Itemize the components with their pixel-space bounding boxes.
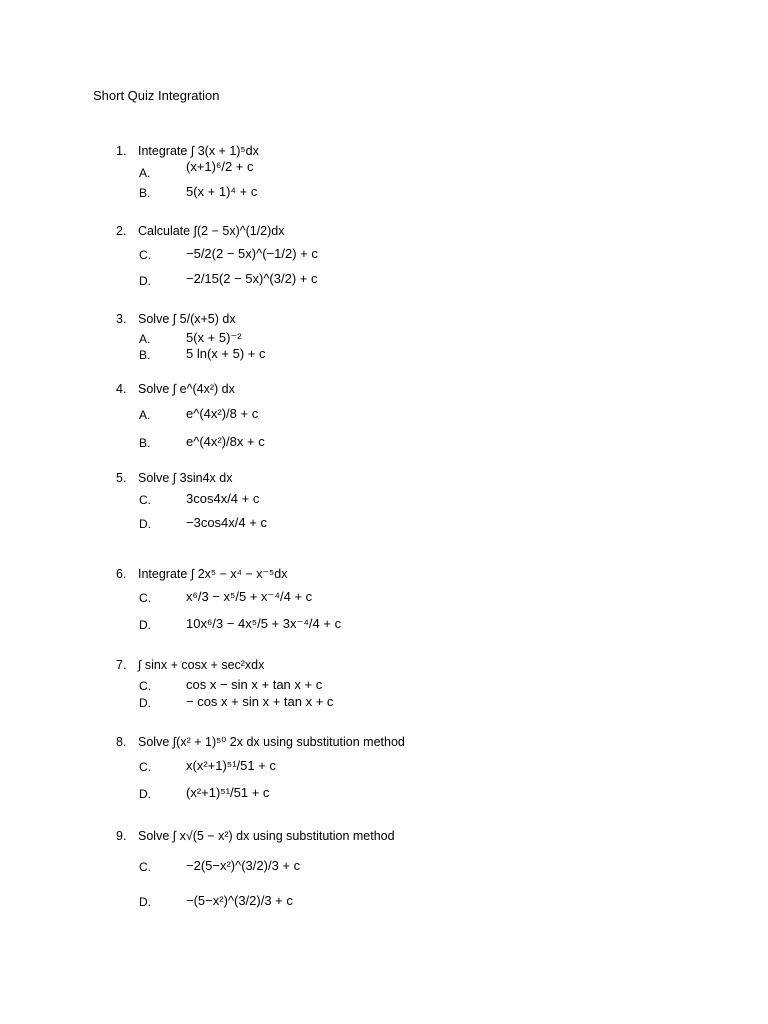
- answer-5c: 3cos4x/4 + c: [186, 491, 260, 506]
- answer-4a: e^(4x²)/8 + c: [186, 406, 259, 421]
- answer-3a: 5(x + 5)⁻²: [186, 330, 242, 345]
- answer-9c: −2(5−x²)^(3/2)/3 + c: [186, 858, 301, 873]
- answer-6d: 10x⁶/3 − 4x⁵/5 + 3x⁻⁴/4 + c: [186, 616, 342, 631]
- page-title: Short Quiz Integration: [93, 88, 220, 103]
- answer-1a: (x+1)⁶/2 + c: [186, 159, 254, 174]
- option-letter: D.: [139, 274, 151, 288]
- answer-5d: −3cos4x/4 + c: [186, 515, 267, 530]
- question-7-prompt: ∫ sinx + cosx + sec²xdx: [138, 658, 265, 672]
- question-3: 3. Solve ∫ 5/(x+5) dx: [116, 312, 236, 326]
- question-1: 1. Integrate ∫ 3(x + 1)⁵dx: [116, 144, 259, 158]
- answer-8d: (x²+1)⁵¹/51 + c: [186, 785, 270, 800]
- option-letter: D.: [139, 696, 151, 710]
- question-1-prompt: Integrate ∫ 3(x + 1)⁵dx: [138, 144, 259, 158]
- option-letter: D.: [139, 618, 151, 632]
- option-letter: D.: [139, 895, 151, 909]
- question-4: 4. Solve ∫ e^(4x²) dx: [116, 382, 235, 396]
- question-2: 2. Calculate ∫(2 − 5x)^(1/2)dx: [116, 224, 285, 238]
- option-letter: A.: [139, 332, 151, 346]
- question-9-prompt: Solve ∫ x√(5 − x²) dx using substitution method: [138, 829, 395, 843]
- option-letter: B.: [139, 436, 151, 450]
- option-letter: C.: [139, 493, 151, 507]
- question-4-prompt: Solve ∫ e^(4x²) dx: [138, 382, 235, 396]
- question-5-prompt: Solve ∫ 3sin4x dx: [138, 471, 233, 485]
- answer-3b: 5 ln(x + 5) + c: [186, 346, 266, 361]
- answer-9d: −(5−x²)^(3/2)/3 + c: [186, 893, 293, 908]
- question-8-prompt: Solve ∫(x² + 1)⁵⁰ 2x dx using substitution method: [138, 735, 405, 749]
- question-3-prompt: Solve ∫ 5/(x+5) dx: [138, 312, 236, 326]
- option-letter: A.: [139, 166, 151, 180]
- question-5: 5. Solve ∫ 3sin4x dx: [116, 471, 233, 485]
- answer-4b: e^(4x²)/8x + c: [186, 434, 265, 449]
- option-letter: B.: [139, 348, 151, 362]
- option-letter: C.: [139, 591, 151, 605]
- answer-7d: − cos x + sin x + tan x + c: [186, 694, 334, 709]
- question-6-prompt: Integrate ∫ 2x⁵ − x⁴ − x⁻⁵dx: [138, 567, 288, 581]
- answer-7c: cos x − sin x + tan x + c: [186, 677, 323, 692]
- option-letter: A.: [139, 408, 151, 422]
- answer-6c: x⁶/3 − x⁵/5 + x⁻⁴/4 + c: [186, 589, 313, 604]
- option-letter: C.: [139, 679, 151, 693]
- question-6: 6. Integrate ∫ 2x⁵ − x⁴ − x⁻⁵dx: [116, 567, 288, 581]
- answer-8c: x(x²+1)⁵¹/51 + c: [186, 758, 276, 773]
- question-8: 8. Solve ∫(x² + 1)⁵⁰ 2x dx using substitution method: [116, 735, 405, 749]
- question-2-prompt: Calculate ∫(2 − 5x)^(1/2)dx: [138, 224, 285, 238]
- question-9: 9. Solve ∫ x√(5 − x²) dx using substitution method: [116, 829, 395, 843]
- option-letter: C.: [139, 248, 151, 262]
- answer-2d: −2/15(2 − 5x)^(3/2) + c: [186, 271, 318, 286]
- option-letter: D.: [139, 517, 151, 531]
- option-letter: C.: [139, 860, 151, 874]
- option-letter: C.: [139, 760, 151, 774]
- option-letter: B.: [139, 186, 151, 200]
- answer-2c: −5/2(2 − 5x)^(−1/2) + c: [186, 246, 318, 261]
- question-7: 7. ∫ sinx + cosx + sec²xdx: [116, 658, 265, 672]
- answer-1b: 5(x + 1)⁴ + c: [186, 184, 258, 199]
- option-letter: D.: [139, 787, 151, 801]
